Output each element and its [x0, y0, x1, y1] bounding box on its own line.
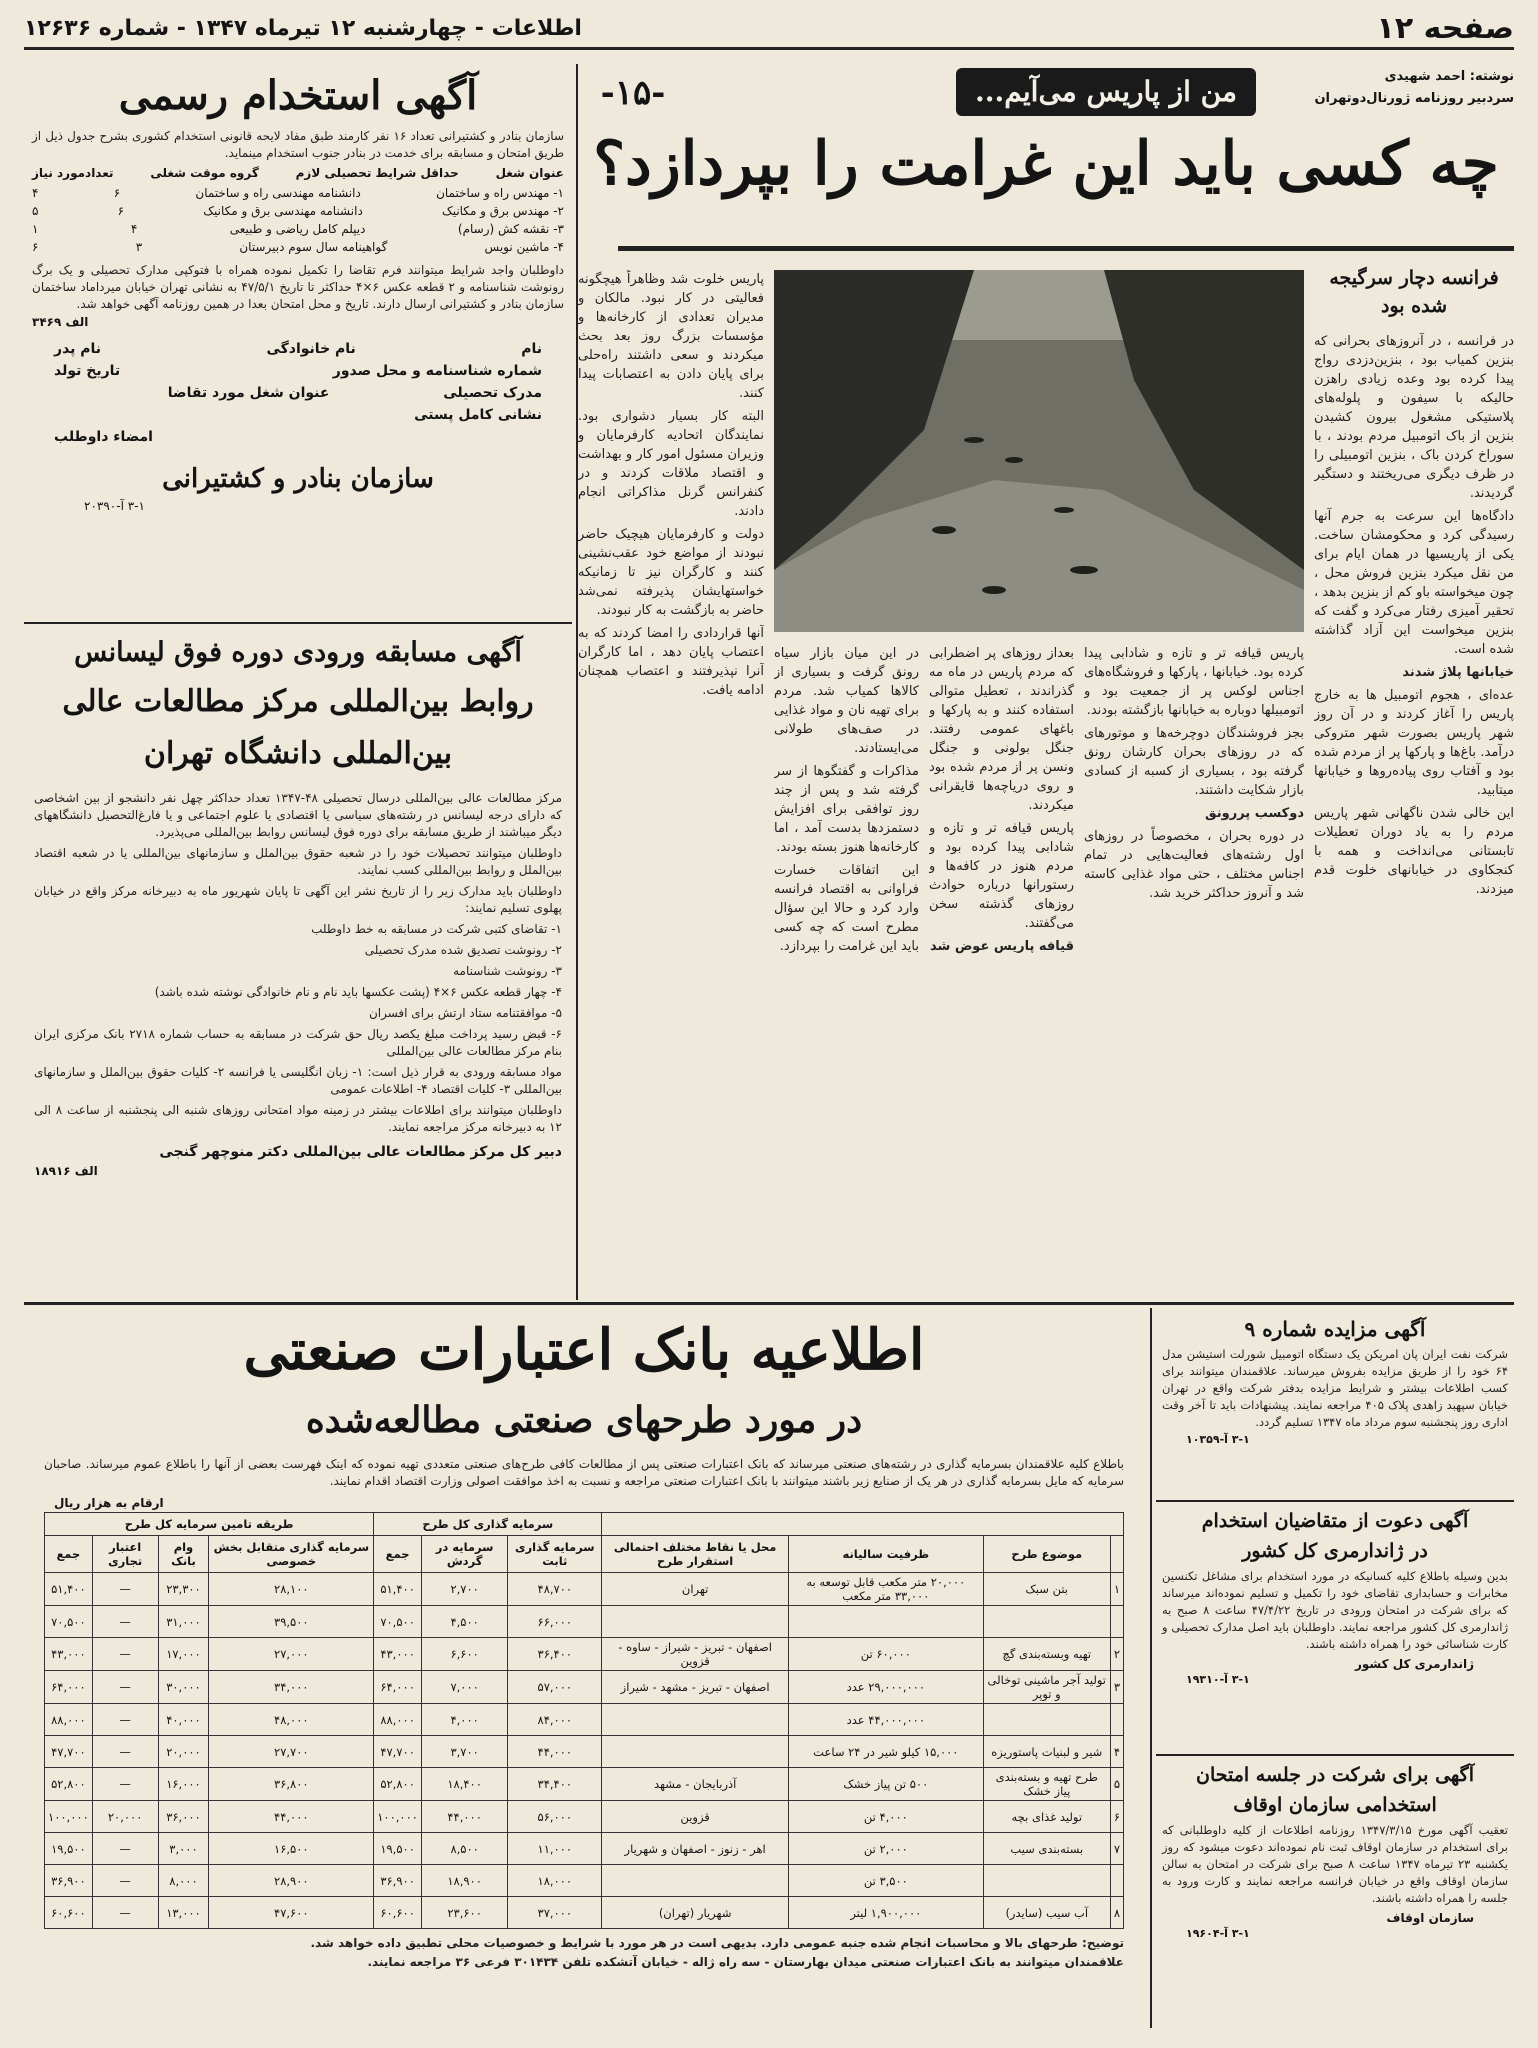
job-degree: دانشنامه مهندسی راه و ساختمان — [195, 186, 361, 200]
table-header-cell: طریقه تامین سرمایه کل طرح — [45, 1513, 374, 1536]
page-number: صفحه ۱۲ — [1376, 11, 1514, 46]
table-cell: ۴۳,۰۰۰ — [45, 1638, 93, 1671]
ad-hiring-ref: الف ۳۴۶۹ — [32, 315, 89, 329]
table-row — [45, 1865, 1124, 1897]
ad-awqaf-title-2: استخدامی سازمان اوقاف — [1233, 1794, 1437, 1816]
table-header-cell — [1110, 1536, 1123, 1573]
paragraph: در فرانسه ، در آنروزهای بحرانی که بنزین کمیاب بود ، بنزین‌دزدی رواج پیدا کرده بود وعده زیادی راهزن حالیکه با سیفون و پلوله‌های پلاستیکی مشغول بیرون کشیدن بنزین از باک اتومبیل مردم بودند ، با سوراخ کردن باک ، بنزین اتومبیلی را در ظرف دیگری می‌ریختند و دستگیر گردیدند. — [1314, 334, 1514, 501]
table-header-cell: وام بانک — [158, 1536, 209, 1573]
table-cell: اهر - زنوز - اصفهان و شهریار — [602, 1833, 789, 1865]
table-cell: ۲۳,۶۰۰ — [421, 1897, 507, 1929]
ad-exam-title-2: روابط بین‌المللی مرکز مطالعات عالی — [62, 684, 534, 719]
ad-exam-code: الف ۱۸۹۱۶ — [34, 1164, 98, 1178]
table-header-cell: سرمایه گذاری کل طرح — [374, 1513, 602, 1536]
table-cell: ۸,۰۰۰ — [158, 1865, 209, 1897]
table-cell: ۴۴,۰۰۰ — [421, 1801, 507, 1833]
table-cell: ۲ — [1110, 1638, 1123, 1671]
table-cell: — — [92, 1897, 158, 1929]
table-cell: ۷,۰۰۰ — [421, 1671, 507, 1704]
column-divider — [1150, 1308, 1152, 2028]
table-cell — [983, 1865, 1110, 1897]
table-header-cell: محل یا نقاط مختلف احتمالی استقرار طرح — [602, 1536, 789, 1573]
table-header-cell — [602, 1513, 1124, 1536]
requirement-item: ۳- رونوشت شناسنامه — [453, 964, 562, 978]
job-count: ۶ — [32, 240, 39, 254]
table-cell: ۱۷,۰۰۰ — [158, 1638, 209, 1671]
table-cell: تهران — [602, 1573, 789, 1606]
table-cell: ۶۴,۰۰۰ — [45, 1671, 93, 1704]
table-cell: ۶۶,۰۰۰ — [508, 1606, 602, 1638]
table-cell: تولید آجر ماشینی توخالی و توپر — [983, 1671, 1110, 1704]
table-cell: ۳۴,۴۰۰ — [508, 1768, 602, 1801]
table-cell — [983, 1704, 1110, 1736]
inline-subhead: خیابانها پلاژ شدند — [1402, 665, 1514, 680]
table-cell: آذربایجان - مشهد — [602, 1768, 789, 1801]
table-cell: ۵۰۰ تن پیاز خشک — [788, 1768, 983, 1801]
table-cell: ۳۹,۵۰۰ — [209, 1606, 374, 1638]
table-cell: ۴,۰۰۰ — [421, 1704, 507, 1736]
paragraph: آنها قراردادی را امضا کردند که به اعتصاب پایان دهد ، اما کارگران آنرا نپذیرفتند و اعتصاب همچنان ادامه یافت. — [578, 626, 764, 698]
bank-subtitle: در مورد طرحهای صنعتی مطالعه‌شده — [305, 1399, 863, 1441]
job-degree: گواهینامه سال سوم دبیرستان — [239, 240, 388, 254]
form-row — [54, 363, 542, 379]
table-cell — [1110, 1704, 1123, 1736]
job-title: ۳- نقشه کش (رسام) — [457, 222, 564, 236]
table-cell: ۱۳,۰۰۰ — [158, 1897, 209, 1929]
inline-subhead: قیافه پاریس عوض شد — [930, 939, 1074, 954]
table-cell: ۱۹,۵۰۰ — [45, 1833, 93, 1865]
ad-auction-body: شرکت نفت ایران پان امریکن یک دستگاه اتومبیل شورلت استیشن مدل ۶۴ خود را از طریق مزایده بفروش میرساند. علاقمندان میتوانند برای کسب اطلاعات بیشتر و شرایط مزایده بدفتر شرکت واقع در تهران خیابان سپهبد زاهدی پلاک ۴۰۵ مراجعه نمایند. پیشنهادات باید تا آخر وقت اداری روز پنجشنبه سوم مرداد ماه ۱۳۴۷ تسلیم گردد. — [1162, 1347, 1508, 1429]
paragraph: در این میان بازار سیاه رونق گرفت و بسیاری از کالاها کمیاب شد. مردم برای تهیه نان و مواد غذایی در صف‌های طولانی می‌ایستادند. — [774, 646, 919, 756]
table-cell: ۴۴,۰۰۰,۰۰۰ عدد — [788, 1704, 983, 1736]
table-cell: ۵۱,۴۰۰ — [45, 1573, 93, 1606]
ad-gendarmerie-body: بدین وسیله باطلاع کلیه کسانیکه در مورد استخدام برای مشاغل تکنسین مخابرات و حسابداری تقاضای خود را تکمیل و تسلیم نموده‌اند میرساند که برای شرکت در امتحان ورودی در تاریخ ۴۷/۴/۲۲ ساعت ۸ صبح به ژاندارمری کل کشور مراجعه نمایند. داوطلبان باید اصل مدارک تحصیلی و کارت شناسائی خود را همراه داشته باشند. — [1162, 1569, 1508, 1651]
table-cell — [602, 1606, 789, 1638]
paragraph: بعداز روزهای پر اضطرابی که مردم پاریس در ماه مه گذراندند ، تعطیل متوالی استفاده کنند و به پارکها و باغهای عمومی رفتند. جنگل بولونی و جنگل ونسن پر از مردم شده بود و روی دریاچه‌ها قایقرانی میکردند. — [929, 646, 1074, 813]
table-header-cell: سرمایه گذاری ثابت — [508, 1536, 602, 1573]
job-grade: ۴ — [130, 222, 138, 236]
table-cell: ۳,۰۰۰ — [158, 1833, 209, 1865]
table-cell: ۳۴,۰۰۰ — [209, 1671, 374, 1704]
table-cell — [983, 1606, 1110, 1638]
jobs-header — [24, 162, 572, 184]
article-column-3 — [774, 644, 919, 1294]
table-cell: ۸۸,۰۰۰ — [45, 1704, 93, 1736]
paragraph: این اتفاقات خسارت فراوانی به اقتصاد فرانسه وارد کرد و حالا این سؤال مطرح است که چه کسی باید این غرامت را بپردازد. — [774, 863, 919, 954]
table-cell: ۳۶,۰۰۰ — [158, 1801, 209, 1833]
jobs-list — [24, 184, 572, 256]
table-cell: ۴ — [1110, 1736, 1123, 1768]
requirement-item: ۶- قبض رسید پرداخت مبلغ یکصد ریال حق شرکت در مسابقه به حساب شماره ۲۷۱۸ بانک مرکزی ایران بنام مرکز مطالعات عالی بین‌المللی — [34, 1027, 562, 1058]
table-cell: ۶۰,۰۰۰ تن — [788, 1638, 983, 1671]
paragraph: مرکز مطالعات عالی بین‌المللی درسال تحصیلی ۴۸-۱۳۴۷ تعداد حداکثر چهل نفر دانشجو از بین اشخاصی که دارای درجه لیسانس در رشته‌های سیاسی یا اقتصادی یا علوم اجتماعی و یا فارغ‌التحصیل دانشگاههای دیگر میباشند از طریق مسابقه برای دوره فوق لیسانس روابط بین‌المللی می‌پذیرد. — [34, 791, 562, 839]
table-cell: شیر و لبنیات پاستوریزه — [983, 1736, 1110, 1768]
headline: چه کسی باید این غرامت را بپردازد؟ — [593, 129, 1499, 199]
table-cell: ۶۰,۶۰۰ — [374, 1897, 422, 1929]
section-divider — [24, 1302, 1514, 1305]
form-field: نام پدر — [54, 341, 102, 357]
author-role: سردبیر روزنامه ژورنال‌دوتهران — [1314, 91, 1514, 106]
table-cell: ۸ — [1110, 1897, 1123, 1929]
table-cell — [788, 1606, 983, 1638]
table-cell: — — [92, 1736, 158, 1768]
table-cell: ۱۶,۵۰۰ — [209, 1833, 374, 1865]
paragraph: داوطلبان باید مدارک زیر را از تاریخ نشر این آگهی تا پایان شهریور ماه به دبیرخانه مرکز واقع در خیابان پهلوی تسلیم نمایند: — [34, 884, 562, 915]
job-row — [32, 220, 564, 238]
table-cell: ۳۶,۸۰۰ — [209, 1768, 374, 1801]
table-cell: ۵۱,۴۰۰ — [374, 1573, 422, 1606]
paragraph: مواد مسابقه ورودی به قرار ذیل است: ۱- زبان انگلیسی یا فرانسه ۲- کلیات حقوق بین‌الملل و سازمانهای بین‌المللی ۳- کلیات اقتصاد ۴- اطلاعات عمومی — [34, 1065, 562, 1096]
job-row — [32, 202, 564, 220]
ad-gendarmerie-sign: ژاندارمری کل کشور — [1354, 1657, 1474, 1671]
table-cell: تولید غذای بچه — [983, 1801, 1110, 1833]
table-cell: اصفهان - تبریز - مشهد - شیراز — [602, 1671, 789, 1704]
ad-auction-title: آگهی مزایده شماره ۹ — [1244, 1317, 1426, 1341]
table-row — [45, 1736, 1124, 1768]
table-cell — [1110, 1606, 1123, 1638]
newspaper-header — [24, 10, 1514, 50]
table-header-cell: جمع — [45, 1536, 93, 1573]
issue-info: اطلاعات - چهارشنبه ۱۲ تیرماه ۱۳۴۷ - شماره ۱۲۶۳۶ — [24, 16, 582, 41]
table-row — [45, 1704, 1124, 1736]
job-count: ۱ — [32, 222, 39, 236]
form-field: شماره شناسنامه و محل صدور — [332, 363, 542, 379]
bank-notice — [24, 1308, 1144, 2028]
form-field: امضاء داوطلب — [54, 429, 153, 445]
table-cell: — — [92, 1573, 158, 1606]
ad-awqaf-code: ۳-۱ آ-۱۹۶۰۴ — [1186, 1927, 1250, 1940]
byline — [1264, 66, 1514, 116]
table-cell: ۸۴,۰۰۰ — [508, 1704, 602, 1736]
ad-gendarmerie-title-2: در ژاندارمری کل کشور — [1242, 1540, 1428, 1562]
projects-table-wrap — [24, 1512, 1144, 1929]
paragraph: این خالی شدن ناگهانی شهر پاریس مردم را به یاد دوران تعطیلات تابستانی می‌انداخت و همه با کنجکاوی در خیابانهای خلوت قدم میزدند. — [1314, 806, 1514, 897]
paragraph: پاریس خلوت شد وظاهراً هیچگونه فعالیتی در کار نبود. مالکان و مدیران تعدادی از کارخانه‌ها و مؤسسات بزرگ روز بعد بحث میکردند و سعی داشتند راه‌حلی برای پایان دادن به اعتصابات پیدا کنند. — [578, 272, 764, 401]
column-divider — [576, 64, 578, 1300]
ad-hiring-title: آگهی استخدام رسمی — [118, 72, 478, 119]
table-cell: ۳,۷۰۰ — [421, 1736, 507, 1768]
table-cell: — — [92, 1865, 158, 1897]
table-cell: ۵ — [1110, 1768, 1123, 1801]
paragraph: دادگاه‌ها این سرعت به جرم آنها رسیدگی کرد و محکومشان ساخت. یکی از پاریسیها در همان ایام برای من نقل میکرد بنزین فروش محل ، چون میخواسته باو کم از بنزین بدهد ، تحقیر آمیزی رفتار می‌کرد و گفت که بنزین میخواست این آزاد گذاشته شده است. — [1314, 509, 1514, 657]
table-cell: ۲۰,۰۰۰ — [158, 1736, 209, 1768]
table-cell: ۲۷,۷۰۰ — [209, 1736, 374, 1768]
table-cell: ۲۸,۱۰۰ — [209, 1573, 374, 1606]
table-cell: ۲۹,۰۰۰,۰۰۰ عدد — [788, 1671, 983, 1704]
table-cell: ۴۸,۷۰۰ — [508, 1573, 602, 1606]
requirement-item: ۱- تقاضای کتبی شرکت در مسابقه به خط داوطلب — [311, 922, 562, 936]
table-cell: ۴۷,۷۰۰ — [45, 1736, 93, 1768]
form-field: نام — [521, 341, 542, 357]
photo-illustration — [774, 270, 1304, 632]
table-cell: ۶۴,۰۰۰ — [374, 1671, 422, 1704]
table-cell — [602, 1736, 789, 1768]
feature-article — [578, 64, 1514, 1300]
series-title: من از پاریس می‌آیم... — [956, 68, 1256, 116]
table-cell: ۵۷,۰۰۰ — [508, 1671, 602, 1704]
paragraph: پاریس قیافه تر و تازه و شادابی پیدا کرده بود و مردم هنوز در کافه‌ها و رستورانها درباره حوادث روزهای گذشته سخن می‌گفتند. — [929, 821, 1074, 931]
table-cell: ۳ — [1110, 1671, 1123, 1704]
job-row — [32, 184, 564, 202]
table-cell: ۴,۵۰۰ — [421, 1606, 507, 1638]
table-cell: شهریار (تهران) — [602, 1897, 789, 1929]
table-cell: ۸,۵۰۰ — [421, 1833, 507, 1865]
jobs-header-cell: گروه موقت شغلی — [150, 166, 259, 180]
table-header-cell: ظرفیت سالیانه — [788, 1536, 983, 1573]
table-cell: ۱۸,۹۰۰ — [421, 1865, 507, 1897]
table-cell: — — [92, 1671, 158, 1704]
ad-exam-title-3: بین‌المللی دانشگاه تهران — [143, 736, 453, 771]
ad-awqaf — [1156, 1760, 1514, 2030]
form-field: تاریخ تولد — [54, 363, 121, 379]
jobs-header-cell: عنوان شغل — [495, 166, 564, 180]
table-cell: ۵۲,۸۰۰ — [45, 1768, 93, 1801]
table-header-cell: جمع — [374, 1536, 422, 1573]
ad-auction-code: ۳-۱ آ-۱۰۳۵۹ — [1186, 1433, 1250, 1446]
job-title: ۱- مهندس راه و ساختمان — [436, 186, 564, 200]
table-group-header — [45, 1513, 1124, 1536]
table-row — [45, 1671, 1124, 1704]
projects-table — [44, 1512, 1124, 1929]
table-cell: ۴۳,۰۰۰ — [374, 1638, 422, 1671]
table-cell — [602, 1704, 789, 1736]
table-header-cell: سرمایه در گردش — [421, 1536, 507, 1573]
form-row — [54, 407, 542, 423]
table-cell: ۴۸,۰۰۰ — [209, 1704, 374, 1736]
table-cell: طرح تهیه و بسته‌بندی پیاز خشک — [983, 1768, 1110, 1801]
table-cell: — — [92, 1606, 158, 1638]
table-header-cell: سرمایه گذاری متقابل بخش خصوصی — [209, 1536, 374, 1573]
table-cell: ۳,۵۰۰ تن — [788, 1865, 983, 1897]
form-field: مدرک تحصیلی — [443, 385, 542, 401]
table-cell: ۳۰,۰۰۰ — [158, 1671, 209, 1704]
paragraph: بجز فروشندگان دوچرخه‌ها و موتورهای که در روزهای بحران کارشان رونق گرفته بود ، بسیاری از کسبه از کسادی بازار شکایت داشتند. — [1084, 726, 1304, 798]
lake-photo — [774, 270, 1304, 632]
table-cell: ۱۹,۵۰۰ — [374, 1833, 422, 1865]
ad-hiring — [24, 64, 572, 624]
bank-footer-note: توضیح: طرحهای بالا و محاسبات انجام شده جنبه عمومی دارد. بدیهی است در هر مورد با شرایط و خصوصیات محلی تطبیق داده خواهد شد. — [310, 1936, 1124, 1950]
article-column-4 — [929, 644, 1074, 1294]
table-cell: ۲۰,۰۰۰ — [92, 1801, 158, 1833]
table-cell: ۱۸,۰۰۰ — [508, 1865, 602, 1897]
table-cell: بتن سبک — [983, 1573, 1110, 1606]
table-cell: ۶ — [1110, 1801, 1123, 1833]
table-row — [45, 1573, 1124, 1606]
paragraph: داوطلبان میتوانند برای اطلاعات بیشتر در زمینه مواد امتحانی روزهای شنبه الی پنجشنبه از ساعت ۸ الی ۱۲ به دبیرخانه مرکز مراجعه نمایند. — [34, 1103, 563, 1134]
ad-hiring-code: ۳-۱ آ-۲۰۳۹۰ — [84, 499, 145, 513]
ad-awqaf-body: تعقیب آگهی مورخ ۱۳۴۷/۳/۱۵ روزنامه اطلاعات از کلیه داوطلبانی که برای استخدام در سازمان اوقاف ثبت نام نموده‌اند دعوت میشود که روز یکشنبه ۲۳ تیرماه ۱۳۴۷ ساعت ۸ صبح برای شرکت در امتحان به سالن سازمان اوقاف واقع در خیابان فرانسه مراجعه نمایند و کارت ورود به جلسه را همراه داشته باشند. — [1162, 1823, 1508, 1905]
table-cell: ۱ — [1110, 1573, 1123, 1606]
table-cell: ۴۴,۰۰۰ — [209, 1801, 374, 1833]
table-cell: ۱۵,۰۰۰ کیلو شیر در ۲۴ ساعت — [788, 1736, 983, 1768]
table-header-cell: اعتبار تجاری — [92, 1536, 158, 1573]
job-title: ۲- مهندس برق و مکانیک — [441, 204, 564, 218]
table-cell: — — [92, 1638, 158, 1671]
table-cell: ۱,۹۰۰,۰۰۰ لیتر — [788, 1897, 983, 1929]
table-row — [45, 1768, 1124, 1801]
table-cell — [1110, 1865, 1123, 1897]
requirement-item: ۵- موافقتنامه ستاد ارتش برای افسران — [368, 1006, 562, 1020]
table-cell: ۳۶,۹۰۰ — [45, 1865, 93, 1897]
job-row — [32, 238, 564, 256]
table-cell: ۱۸,۴۰۰ — [421, 1768, 507, 1801]
author: نوشته: احمد شهیدی — [1384, 69, 1514, 84]
table-cell: ۱۶,۰۰۰ — [158, 1768, 209, 1801]
job-count: ۴ — [32, 186, 39, 200]
job-count: ۵ — [32, 204, 39, 218]
table-cell: — — [92, 1768, 158, 1801]
table-cell: اصفهان - تبریز - شیراز - ساوه - قزوین — [602, 1638, 789, 1671]
application-form — [24, 331, 572, 455]
table-cell: ۲,۷۰۰ — [421, 1573, 507, 1606]
table-cell: ۱۰۰,۰۰۰ — [45, 1801, 93, 1833]
ad-hiring-org: سازمان بنادر و کشتیرانی — [162, 464, 434, 494]
table-cell: ۴۷,۶۰۰ — [209, 1897, 374, 1929]
table-cell: ۳۱,۰۰۰ — [158, 1606, 209, 1638]
table-row — [45, 1606, 1124, 1638]
form-field: نام خانوادگی — [266, 341, 356, 357]
ad-hiring-intro: سازمان بنادر و کشتیرانی تعداد ۱۶ نفر کارمند طبق مفاد لایحه قانونی استخدام کشوری بشرح جدول ذیل از طریق امتحان و مسابقه برای خدمت در بنادر جنوب استخدام مینماید. — [32, 129, 564, 160]
paragraph: البته کار بسیار دشواری بود. نمایندگان اتحادیه کارفرمایان و وزیران مسئول امور کار و بهداشت و اقتصاد ملاقات کردند و در کنفرانس گرنل مذاکراتی انجام دادند. — [578, 409, 764, 519]
table-cell: ۳۷,۰۰۰ — [508, 1897, 602, 1929]
ad-exam-body — [24, 780, 572, 1136]
form-row — [54, 385, 542, 401]
table-cell: — — [92, 1833, 158, 1865]
inline-subhead: دوکسب پررونق — [1205, 806, 1304, 821]
ad-gendarmerie-title-1: آگهی دعوت از متقاضیان استخدام — [1201, 1510, 1469, 1532]
table-cell: ۱۰۰,۰۰۰ — [374, 1801, 422, 1833]
table-row — [45, 1801, 1124, 1833]
table-cell: آب سیب (سایدر) — [983, 1897, 1110, 1929]
requirement-item: ۴- چهار قطعه عکس ۶×۴ (پشت عکسها باید نام و نام خانوادگی نوشته شده باشد) — [154, 985, 562, 999]
paragraph: مذاکرات و گفتگوها از سر گرفته شد و پس از چند روز توافقی برای افزایش دستمزدها بدست آمد ، اما کارخانه‌ها هنوز بسته بودند. — [774, 764, 919, 855]
table-cell: ۲۳,۳۰۰ — [158, 1573, 209, 1606]
table-cell: تهیه وبسته‌بندی گچ — [983, 1638, 1110, 1671]
ad-gendarmerie-code: ۳-۱ آ-۱۹۳۱۰ — [1186, 1673, 1250, 1686]
table-cell: ۸۸,۰۰۰ — [374, 1704, 422, 1736]
table-cell: ۵۲,۸۰۰ — [374, 1768, 422, 1801]
table-cell: ۷۰,۵۰۰ — [45, 1606, 93, 1638]
job-grade: ۶ — [113, 186, 121, 200]
table-cell: ۲۷,۰۰۰ — [209, 1638, 374, 1671]
table-cell: ۳۶,۹۰۰ — [374, 1865, 422, 1897]
table-cell: ۷ — [1110, 1833, 1123, 1865]
article-column-5 — [1084, 644, 1304, 1294]
table-cell — [602, 1865, 789, 1897]
article-column-1 — [1314, 332, 1514, 1292]
table-row — [45, 1638, 1124, 1671]
table-cell: ۶۰,۶۰۰ — [45, 1897, 93, 1929]
requirement-item: ۲- رونوشت تصدیق شده مدرک تحصیلی — [364, 943, 562, 957]
bank-footer-address: علاقمندان میتوانند به بانک اعتبارات صنعتی میدان بهارستان - سه راه ژاله - خیابان آتشکده تلفن ۳۰۱۴۳۴ فرعی ۳۶ مراجعه نمایند. — [367, 1955, 1124, 1969]
job-degree: دیپلم کامل ریاضی و طبیعی — [229, 222, 366, 236]
table-cell: ۲,۰۰۰ تن — [788, 1833, 983, 1865]
headline-rule — [618, 246, 1514, 251]
form-field: عنوان شغل مورد تقاضا — [167, 385, 330, 401]
ad-hiring-body: داوطلبان واجد شرایط میتوانند فرم تقاضا را تکمیل نموده همراه با فتوکپی مدارک تحصیلی و یک برگ رونوشت شناسنامه و ۲ قطعه عکس ۶×۴ حداکثر تا تاریخ ۴۷/۵/۱ به نشانی تهران خیابان میرداماد ساختمان سازمان بنادر و کشتیرانی ارسال دارند. تاریخ و محل امتحان بعدا در همین روزنامه آگهی خواهد شد. — [32, 263, 564, 311]
form-row — [54, 429, 542, 445]
jobs-header-cell: تعدادمورد نیاز — [32, 166, 114, 180]
table-cell: ۴,۰۰۰ تن — [788, 1801, 983, 1833]
job-title: ۴- ماشین نویس — [484, 240, 564, 254]
form-field: نشانی کامل پستی — [414, 407, 542, 423]
table-header-cell: موضوع طرح — [983, 1536, 1110, 1573]
table-cell: ۲۰,۰۰۰ متر مکعب قابل توسعه به ۳۳,۰۰۰ متر مکعب — [788, 1573, 983, 1606]
table-cell: ۵۶,۰۰۰ — [508, 1801, 602, 1833]
ad-awqaf-title-1: آگهی برای شرکت در جلسه امتحان — [1195, 1764, 1475, 1786]
table-cell: ۴۷,۷۰۰ — [374, 1736, 422, 1768]
table-cell: ۷۰,۵۰۰ — [374, 1606, 422, 1638]
ad-exam-title-1: آگهی مسابقه ورودی دوره فوق لیسانس — [74, 637, 522, 668]
table-cell: ۳۶,۴۰۰ — [508, 1638, 602, 1671]
table-cell: ۶,۶۰۰ — [421, 1638, 507, 1671]
table-cell: قزوین — [602, 1801, 789, 1833]
ad-gendarmerie — [1156, 1506, 1514, 1756]
ad-exam-signature: دبیر کل مرکز مطالعات عالی بین‌المللی دکتر منوچهر گنجی — [159, 1144, 562, 1160]
job-degree: دانشنامه مهندسی برق و مکانیک — [203, 204, 363, 218]
paragraph: داوطلبان میتوانند تحصیلات خود را در شعبه حقوق بین‌الملل و سازمانهای بین‌المللی یا در شعبه اقتصاد بین‌الملل و روابط بین‌المللی کسب نمایند. — [34, 846, 562, 877]
table-header-row — [45, 1536, 1124, 1573]
form-row — [54, 341, 542, 357]
table-cell: ۲۸,۹۰۰ — [209, 1865, 374, 1897]
ad-auction — [1156, 1312, 1514, 1502]
episode-number: -۱۵- — [600, 73, 666, 113]
paragraph: دولت و کارفرمایان هیچیک حاضر نبودند از مواضع خود عقب‌نشینی کنند و کارگران نیز تا زمانیکه خواستهایشان پذیرفته نمی‌شد حاضر به بازگشت به کار نبودند. — [578, 527, 764, 618]
ad-exam — [24, 630, 572, 1300]
article-column-2 — [578, 270, 764, 1300]
bank-units: ارقام به هزار ریال — [54, 1496, 164, 1510]
paragraph: پاریس قیافه تر و تازه و شادابی پیدا کرده بود. خیابانها ، پارکها و فروشگاه‌های اجناس لوکس پر از جمعیت بود و اتومبیلها دوباره به خیابانها بازگشته بودند. — [1084, 646, 1304, 718]
ad-awqaf-sign: سازمان اوقاف — [1386, 1911, 1474, 1925]
bank-intro: باطلاع کلیه علاقمندان بسرمایه گذاری در رشته‌های صنعتی میرساند که بانک اعتبارات صنعتی پس از مطالعات کافی طرح‌های صنعتی متعددی تهیه نموده که اینک فهرست بعضی از آنها را باطلاع عموم میرساند. صاحبان سرمایه که مایل بسرمایه گذاری در هر یک از صنایع زیر باشند میتوانند با بانک اعتبارات صنعتی مراجعه و نسبت به اخذ موافقت اصولی وزارت اقتصاد اقدام نمایند. — [44, 1457, 1124, 1488]
job-grade: ۶ — [117, 204, 125, 218]
table-cell: ۴۰,۰۰۰ — [158, 1704, 209, 1736]
jobs-header-cell: حداقل شرایط تحصیلی لازم — [295, 166, 459, 180]
job-grade: ۳ — [135, 240, 143, 254]
table-cell: بسته‌بندی سیب — [983, 1833, 1110, 1865]
table-cell: ۴۴,۰۰۰ — [508, 1736, 602, 1768]
table-cell: ۱۱,۰۰۰ — [508, 1833, 602, 1865]
paragraph: عده‌ای ، هجوم اتومبیل ها به خارج پاریس را آغاز کردند و در آن روز شهر پاریس بصورت شهر متروکی درآمد. باغ‌ها و پارکها پر از مردم شده بود و آفتاب روی پیاده‌روها و خیابانها میتابید. — [1314, 688, 1514, 798]
table-row — [45, 1833, 1124, 1865]
bank-title: اطلاعیه بانک اعتبارات صنعتی — [243, 1317, 925, 1383]
table-cell: — — [92, 1704, 158, 1736]
paragraph: در دوره بحران ، مخصوصاً در روزهای اول رشته‌های فعالیت‌هایی در تمام اجناس مختلف ، حتی مواد غذایی کاسته شد و آنروز حداکثر خرید شد. — [1084, 829, 1304, 901]
table-row — [45, 1897, 1124, 1929]
subhead: فرانسه دچار سرگیجه شده بود — [1329, 267, 1499, 317]
